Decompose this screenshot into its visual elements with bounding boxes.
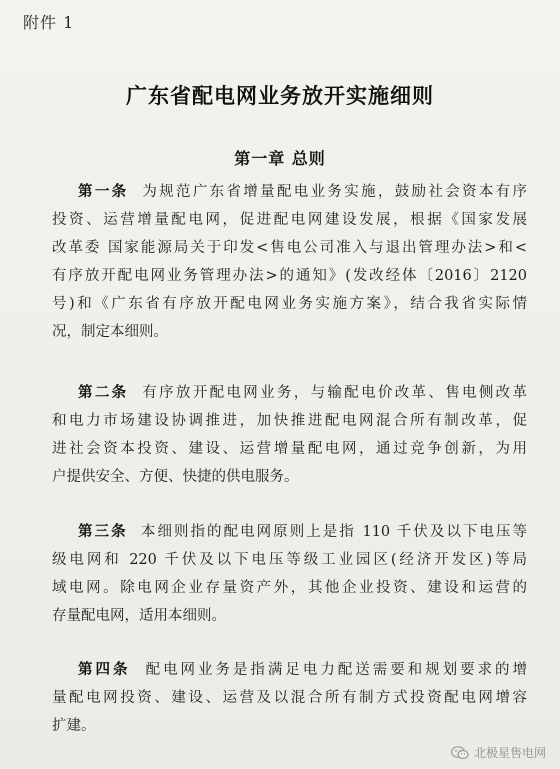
article-line: 户提供安全、方便、快捷的供电服务。 <box>52 469 299 485</box>
article-line: 扩建。 <box>52 718 96 734</box>
article-line: 量配电网投资、建设、运营及以混合所有制方式投资配电网增容 <box>52 690 527 706</box>
article-2 <box>52 379 527 491</box>
watermark-text: 北极星售电网 <box>473 746 546 760</box>
source-watermark <box>451 744 546 761</box>
article-line: 和电力市场建设协调推进，加快推进配电网混合所有制改革，促 <box>52 413 527 429</box>
article-line: 第四条 配电网业务是指满足电力配送需要和规划要求的增 <box>78 662 528 678</box>
wechat-icon <box>451 746 469 760</box>
article-3 <box>52 518 527 630</box>
article-line: 第三条 本细则指的配电网原则上是指 110 千伏及以下电压等 <box>78 524 528 540</box>
article-heading: 第四条 <box>78 662 131 678</box>
article-line: 第一条 为规范广东省增量配电业务实施，鼓励社会资本有序 <box>78 184 528 200</box>
article-line: 况，制定本细则。 <box>52 324 168 340</box>
article-line: 第二条 有序放开配电网业务，与输配电价改革、售电侧改革 <box>78 385 528 401</box>
article-heading: 第二条 <box>78 385 129 401</box>
attachment-label: 附件 1 <box>23 13 75 32</box>
article-line: 改革委 国家能源局关于印发<售电公司准入与退出管理办法>和< <box>52 240 527 256</box>
article-line: 存量配电网，适用本细则。 <box>52 608 226 624</box>
article-1 <box>52 178 527 346</box>
article-line: 进社会资本投资、建设、运营增量配电网，通过竞争创新，为用 <box>52 441 527 457</box>
article-line: 号)和《广东省有序放开配电网业务实施方案》，结合我省实际情 <box>52 296 527 312</box>
article-4 <box>52 656 527 740</box>
article-line: 级电网和 220 千伏及以下电压等级工业园区(经济开发区)等局 <box>52 552 527 568</box>
article-heading: 第三条 <box>78 524 128 540</box>
article-heading: 第一条 <box>78 184 129 200</box>
article-line: 有序放开配电网业务管理办法>的通知》(发改经体〔2016〕2120 <box>52 268 527 284</box>
article-line: 投资、运营增量配电网，促进配电网建设发展，根据《国家发展 <box>52 212 527 228</box>
chapter-heading: 第一章 总则 <box>234 149 326 168</box>
document-title: 广东省配电网业务放开实施细则 <box>126 84 434 108</box>
article-line: 域电网。除电网企业存量资产外，其他企业投资、建设和运营的 <box>52 580 527 596</box>
